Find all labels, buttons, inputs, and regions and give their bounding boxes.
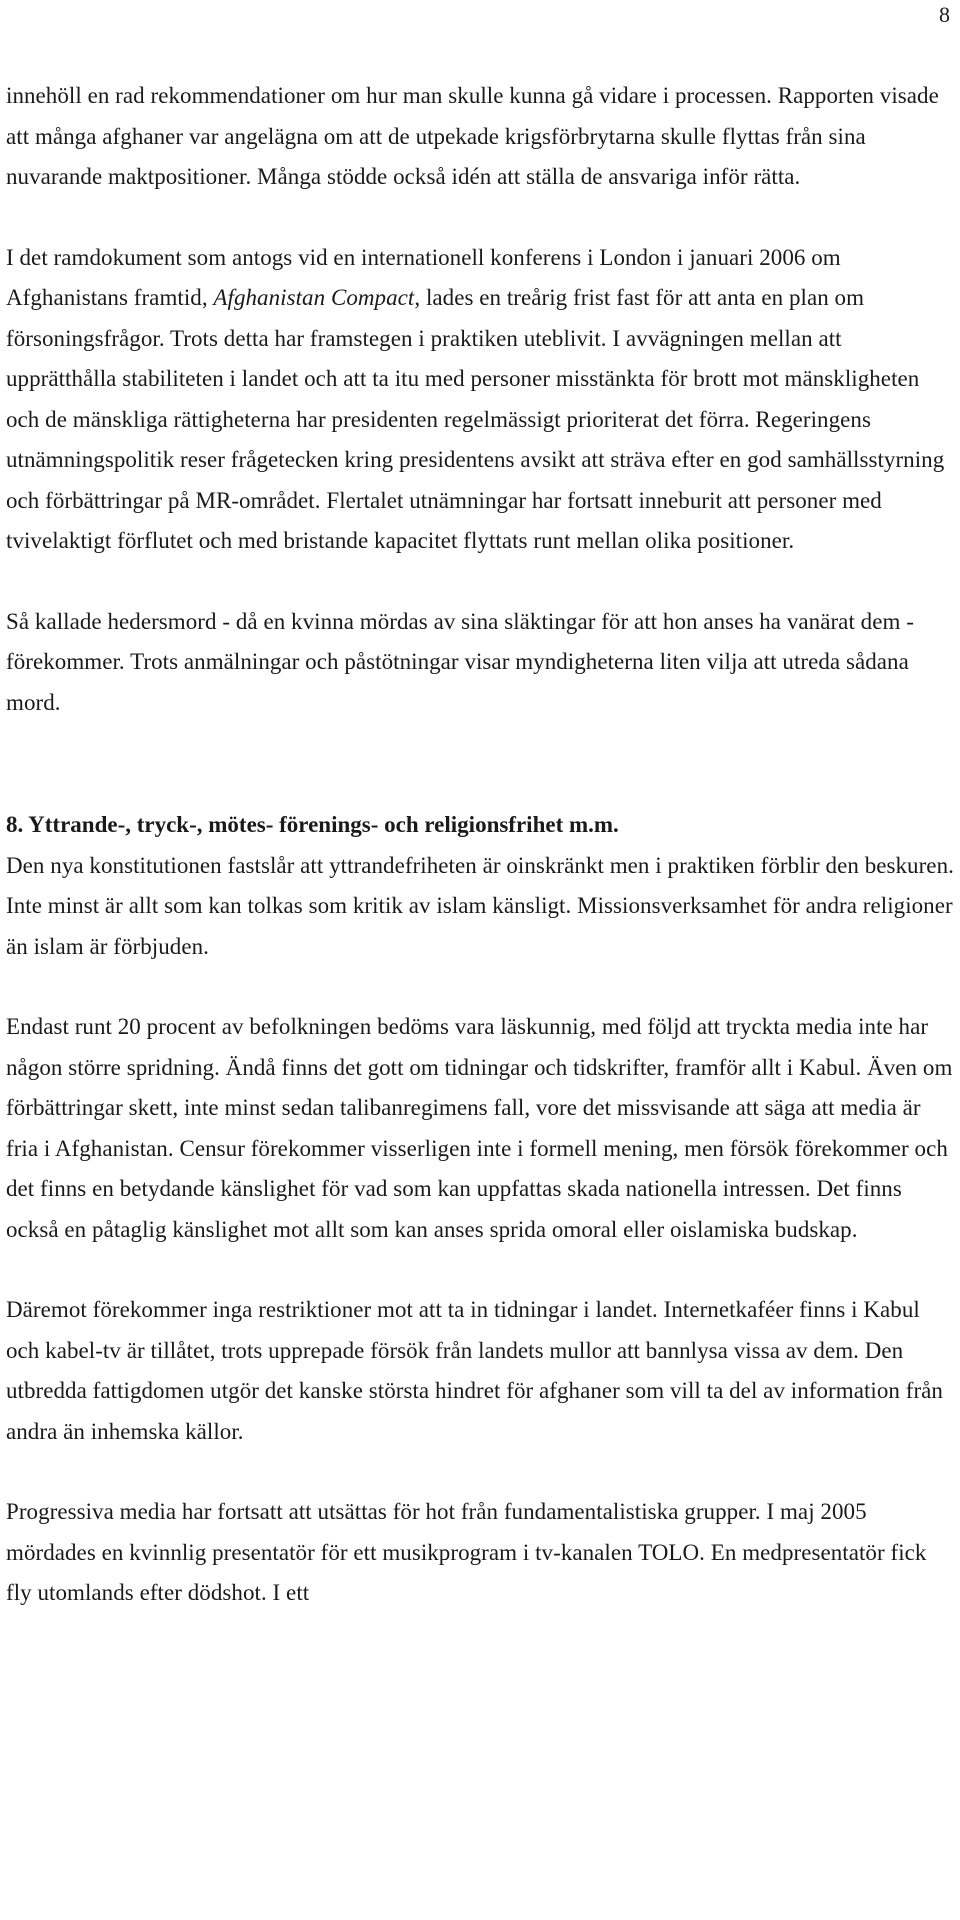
section-heading-8: 8. Yttrande-, tryck-, mötes- förenings- och religionsfrihet m.m. bbox=[6, 812, 619, 837]
paragraph-literacy-media: Endast runt 20 procent av befolkningen bedöms vara läskunnig, med följd att tryckta media inte har någon större spridning. Ändå finns det gott om tidningar och tidskrifter, framför allt i Kabul. Även om förbättringar skett, inte minst sedan talibanregimens fall, vore det missvisande att säga att media är fria i Afghanistan. Censur förekommer visserligen inte i formell mening, men försök förekommer och det finns en betydande känslighet för vad som kan uppfattas skada nationella intressen. Det finns också en påtaglig känslighet mot allt som kan anses sprida omoral eller oislamiska budskap. bbox=[6, 1014, 953, 1242]
paragraph-progressive-media: Progressiva media har fortsatt att utsättas för hot från fundamentalistiska grupper. I maj 2005 mördades en kvinnlig presentatör för ett musikprogram i tv-kanalen TOLO. En medpresentatör fick fly utomlands efter dödshot. I ett bbox=[6, 1499, 927, 1605]
paragraph-text-start: I det ramdokument som antogs vid en internationell konferens i London i januari 2006 om Afghanistans framtid, bbox=[6, 244, 841, 310]
document-body bbox=[6, 76, 956, 1614]
paragraph-constitution: Den nya konstitutionen fastslår att yttrandefriheten är oinskränkt men i praktiken förblir den beskuren. Inte minst är allt som kan tolkas som kritik av islam känsligt. Missionsverksamhet för andra religioner än islam är förbjuden. bbox=[6, 852, 954, 959]
page-number: 8 bbox=[939, 2, 950, 27]
paragraph-text-end: , lades en treårig frist fast för att anta en plan om försoningsfrågor. Trots detta har framstegen i praktiken uteblivit. I avvägningen mellan att upprätthålla stabiliteten i landet och att ta itu med personer misstänkta för brott mot mänskligheten och de mänskliga rättigheterna har presidenten regelmässigt prioriterat det förra. Regeringens utnämningspolitik reser frågetecken kring presidentens avsikt att sträva efter en god samhällsstyrning och förbättringar på MR-området. Flertalet utnämningar har fortsatt inneburit att personer med tvivelaktigt förflutet och med bristande kapacitet flyttats runt mellan olika positioner. bbox=[6, 285, 945, 553]
paragraph-honour-killings: Så kallade hedersmord - då en kvinna mördas av sina släktingar för att hon anses ha vanärat dem - förekommer. Trots anmälningar och påstötningar visar myndigheterna liten vilja att utreda sådana mord. bbox=[6, 608, 914, 715]
afghanistan-compact-title: Afghanistan Compact bbox=[213, 285, 415, 310]
paragraph-restrictions: Däremot förekommer inga restriktioner mot att ta in tidningar i landet. Internetkaféer finns i Kabul och kabel-tv är tillåtet, trots upprepade försök från landets mullor att bannlysa vissa av dem. Den utbredda fattigdomen utgör det kanske största hindret för afghaner som vill ta del av information från andra än inhemska källor. bbox=[6, 1297, 943, 1444]
paragraph-afghanistan-compact bbox=[6, 238, 956, 562]
paragraph-report-recommendations: innehöll en rad rekommendationer om hur man skulle kunna gå vidare i processen. Rapporten visade att många afghaner var angelägna om att de utpekade krigsförbrytarna skulle flyttas från sina nuvarande maktpositioner. Många stödde också idén att ställa de ansvariga inför rätta. bbox=[6, 83, 939, 189]
